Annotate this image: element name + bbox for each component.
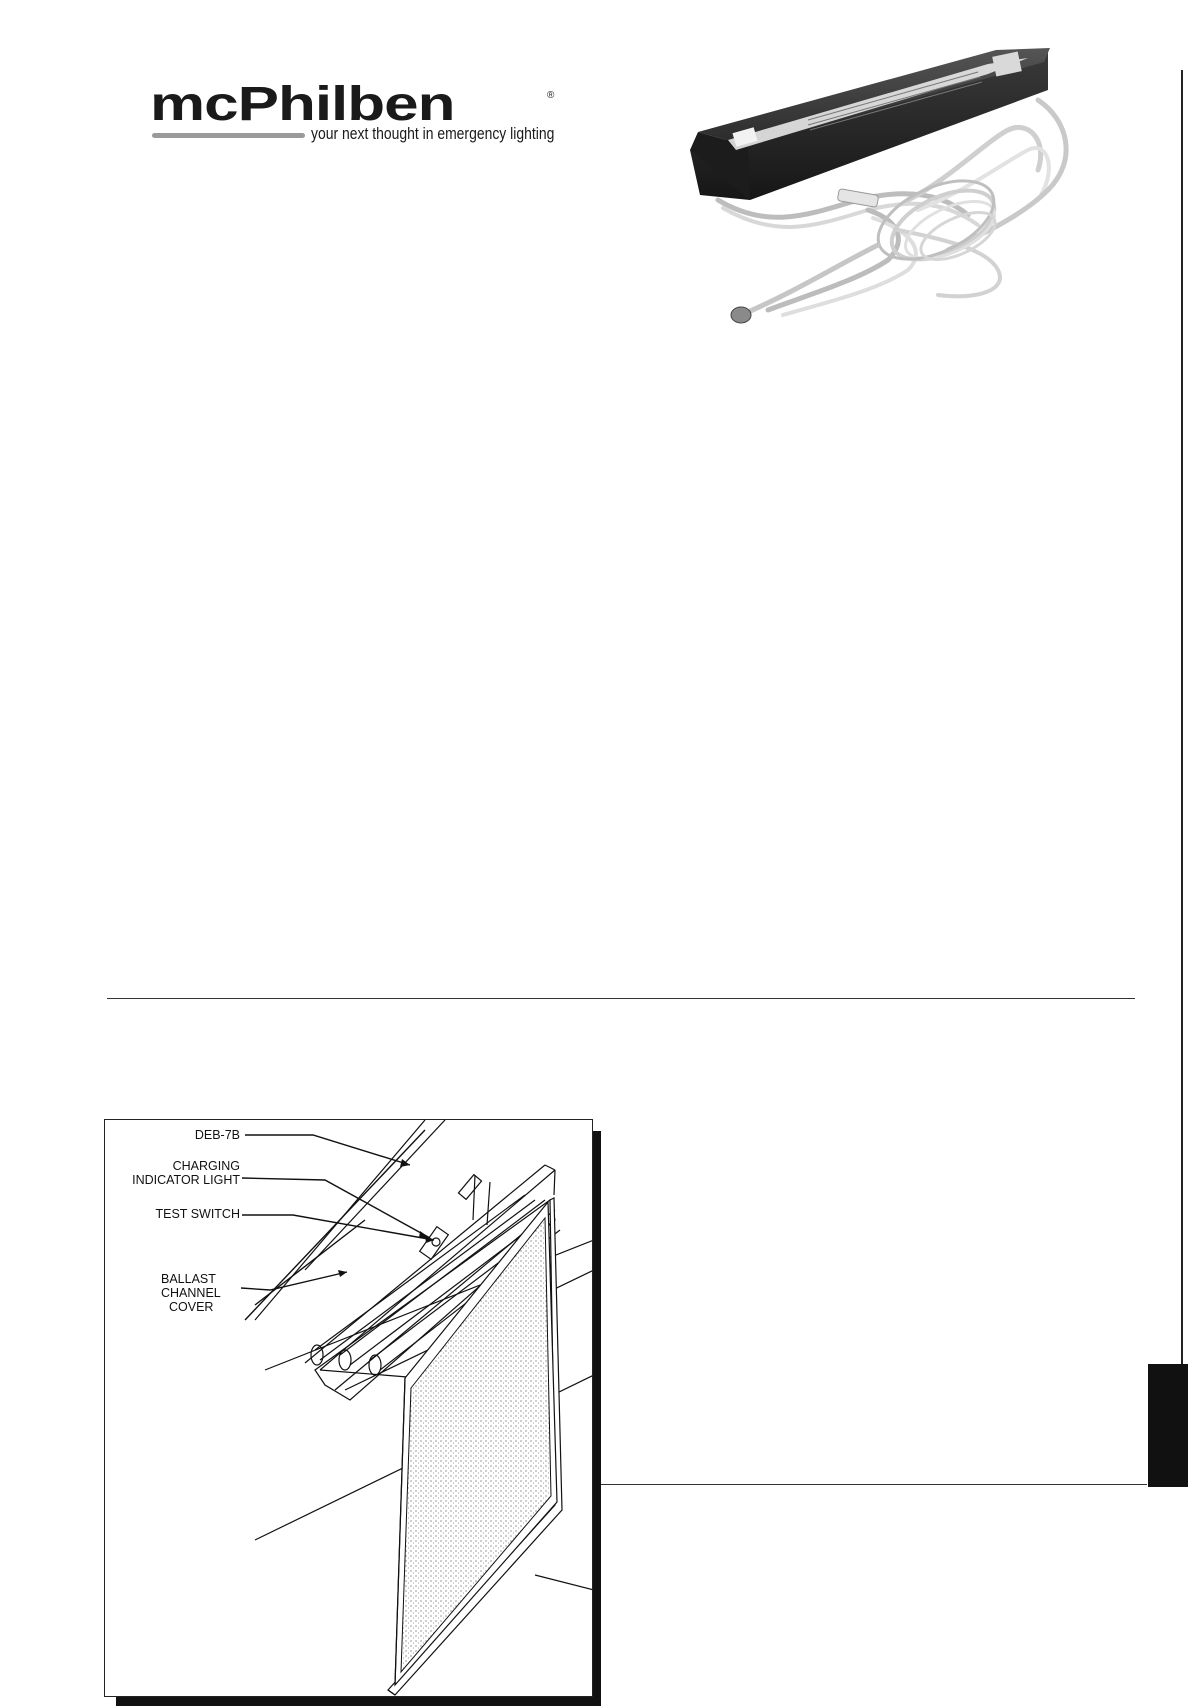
callout-charging-indicator: [127, 1159, 240, 1187]
right-edge-line: [1181, 70, 1183, 1487]
brand-tagline: your next thought in emergency lighting: [311, 124, 555, 143]
callout-cover-line1: BALLAST: [161, 1272, 216, 1286]
registered-mark: ®: [547, 90, 555, 101]
callout-test-switch: TEST SWITCH: [155, 1207, 240, 1221]
installation-diagram: [104, 1119, 593, 1697]
callout-ballast-channel-cover: [161, 1272, 241, 1314]
callout-cover-line2: CHANNEL: [161, 1286, 221, 1300]
logo-rule: [152, 133, 305, 138]
callout-cover-line3: COVER: [169, 1300, 214, 1314]
callout-charging-line1: CHARGING: [172, 1159, 240, 1173]
callout-deb-7b: DEB-7B: [194, 1128, 240, 1142]
callout-charging-line2: INDICATOR LIGHT: [132, 1173, 240, 1187]
section-divider: [107, 998, 1135, 999]
brand-logo: [150, 76, 560, 160]
brand-wordmark: mcPhilben: [150, 76, 455, 131]
product-photo: [688, 40, 1098, 340]
section-tab: [1148, 1364, 1188, 1487]
